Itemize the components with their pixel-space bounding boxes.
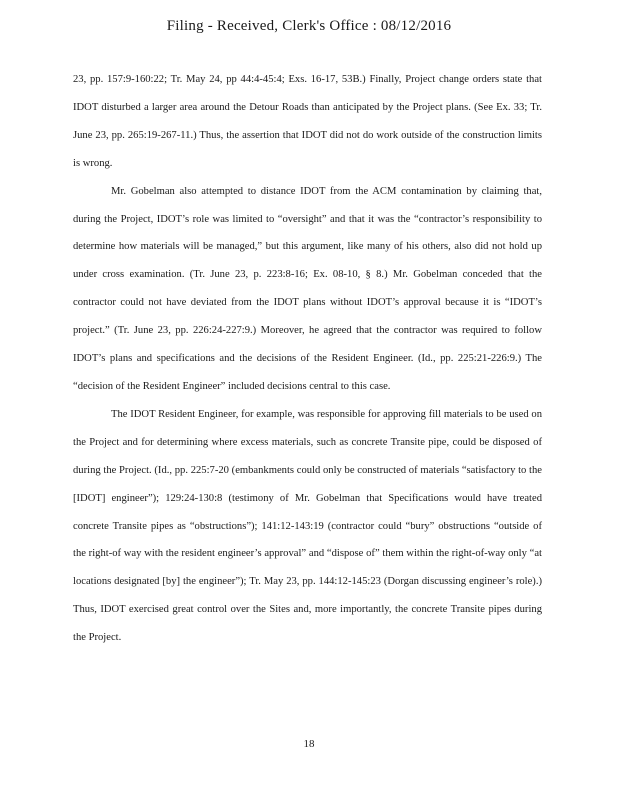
paragraph-gobelman-oversight: Mr. Gobelman also attempted to distance IDOT from the ACM contamination by claiming that, during the Project, IDOT’s role was limited to “oversight” and that it was the “contractor’s responsibility to determine how materials will be managed,” but this argument, like many of his others, also did not hold up under cross examination. (Tr. June 23, p. 223:8-16; Ex. 08-10, § 8.) Mr. Gobelman conceded that the contractor could not have deviated from the IDOT plans without IDOT’s approval because it is “IDOT’s project.” (Tr. June 23, pp. 226:24-227:9.) Moreover, he agreed that the contractor was required to follow IDOT’s plans and specifications and the decisions of the Resident Engineer. (Id., pp. 225:21-226:9.) The “decision of the Resident Engineer” included decisions central to this case.	[73, 185, 542, 392]
paragraph-resident-engineer: The IDOT Resident Engineer, for example, was responsible for approving fill materials to be used on the Project and for determining where excess materials, such as concrete Transite pipe, could be disposed of during the Project. (Id., pp. 225:7-20 (embankments could only be constructed of materials “satisfactory to the [IDOT] engineer”); 129:24-130:8 (testimony of Mr. Gobelman that Specifications would have treated concrete Transite pipes as “obstructions”); 141:12-143:19 (contractor could “bury” obstructions “outside of the right-of way with the resident engineer’s approval” and “dispose of” them within the right-of-way only “at locations designated [by] the engineer”); Tr. May 23, pp. 144:12-145:23 (Dorgan discussing engineer’s role).) Thus, IDOT exercised great control over the Sites and, more importantly, the concrete Transite pipes during the Project.	[73, 408, 542, 644]
filing-header: Filing - Received, Clerk's Office : 08/12/2016	[166, 18, 452, 34]
page-number: 18	[303, 738, 315, 750]
paragraph-continuation: 23, pp. 157:9-160:22; Tr. May 24, pp 44:4-45:4; Exs. 16-17, 53B.) Finally, Project change orders state that IDOT disturbed a larger area around the Detour Roads than anticipated by the Project plans. (See Ex. 33; Tr. June 23, pp. 265:19-267-11.) Thus, the assertion that IDOT did not do work outside of the construction limits is wrong.	[73, 74, 542, 169]
document-body	[73, 66, 542, 652]
